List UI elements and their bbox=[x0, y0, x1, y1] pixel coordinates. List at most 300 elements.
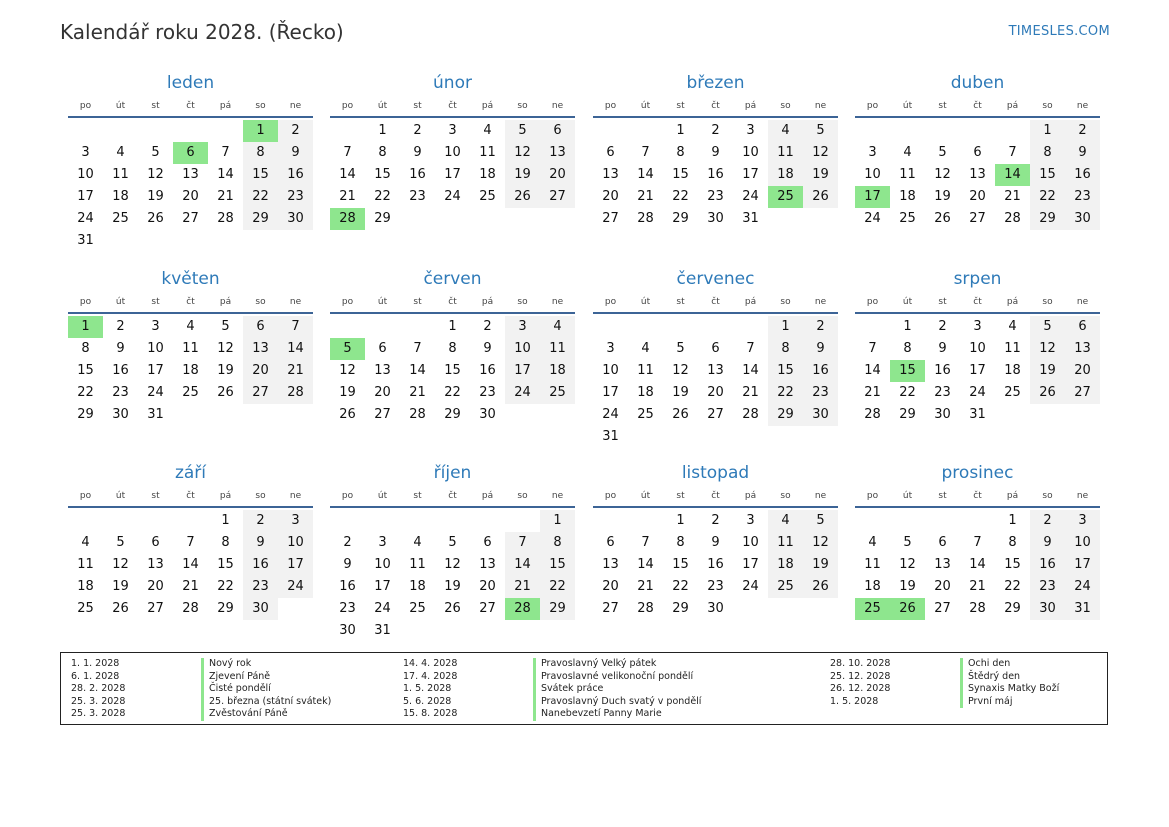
empty-cell bbox=[890, 120, 925, 142]
empty-cell bbox=[995, 120, 1030, 142]
weekday-label: čt bbox=[186, 491, 195, 501]
day-cell: 2 bbox=[711, 513, 720, 528]
holiday-day-cell: 28 bbox=[330, 208, 365, 230]
weekday-label: ne bbox=[289, 297, 302, 307]
legend-date: 1. 5. 2028 bbox=[403, 683, 452, 695]
day-cell: 11 bbox=[77, 557, 94, 572]
day-cell: 22 bbox=[444, 385, 461, 400]
day-cell: 23 bbox=[409, 189, 426, 204]
legend-holiday-name: Štědrý den bbox=[960, 671, 1020, 684]
legend-date: 28. 10. 2028 bbox=[830, 658, 891, 669]
day-cell: 22 bbox=[1030, 186, 1065, 208]
month-name: březen bbox=[686, 73, 745, 93]
day-cell: 23 bbox=[243, 576, 278, 598]
day-cell: 4 bbox=[116, 145, 125, 160]
day-cell: 15 bbox=[540, 554, 575, 576]
day-cell: 4 bbox=[540, 316, 575, 338]
weekday-label: pá bbox=[744, 101, 757, 111]
day-cell: 26 bbox=[1030, 382, 1065, 404]
weekday-header bbox=[68, 292, 313, 314]
day-cell: 5 bbox=[448, 535, 457, 550]
day-cell: 24 bbox=[742, 189, 759, 204]
legend-row bbox=[830, 658, 1059, 671]
legend-holiday-name: Svátek práce bbox=[533, 683, 603, 696]
day-cell: 4 bbox=[768, 120, 803, 142]
day-cell: 8 bbox=[903, 341, 912, 356]
day-cell: 25 bbox=[540, 382, 575, 404]
day-cell: 27 bbox=[182, 211, 199, 226]
weekday-label: so bbox=[517, 101, 528, 111]
day-cell: 16 bbox=[707, 557, 724, 572]
day-cell: 17 bbox=[147, 363, 164, 378]
month-květen bbox=[68, 266, 313, 426]
holiday-day-cell: 17 bbox=[855, 186, 890, 208]
day-cell: 10 bbox=[147, 341, 164, 356]
day-cell: 26 bbox=[934, 211, 951, 226]
day-cell: 30 bbox=[1030, 598, 1065, 620]
day-cell: 20 bbox=[602, 579, 619, 594]
weekday-header bbox=[593, 486, 838, 508]
day-cell: 19 bbox=[444, 579, 461, 594]
legend-date: 5. 6. 2028 bbox=[403, 695, 452, 707]
weekday-header bbox=[330, 292, 575, 314]
weekday-label: ne bbox=[551, 491, 564, 501]
weekday-label: ne bbox=[814, 101, 827, 111]
day-cell: 13 bbox=[1065, 338, 1100, 360]
empty-cell bbox=[628, 120, 663, 142]
day-cell: 14 bbox=[409, 363, 426, 378]
day-cell: 5 bbox=[116, 535, 125, 550]
day-cell: 4 bbox=[483, 123, 492, 138]
day-cell: 18 bbox=[864, 579, 881, 594]
day-cell: 7 bbox=[1008, 145, 1017, 160]
weekday-label: po bbox=[604, 491, 617, 501]
day-cell: 2 bbox=[343, 535, 352, 550]
empty-cell bbox=[960, 510, 995, 532]
weekday-label: út bbox=[115, 491, 126, 501]
month-name: červenec bbox=[676, 269, 755, 289]
day-cell: 23 bbox=[707, 579, 724, 594]
day-cell: 28 bbox=[278, 382, 313, 404]
weekday-label: po bbox=[604, 101, 617, 111]
holiday-day-cell: 25 bbox=[855, 598, 890, 620]
day-cell: 27 bbox=[707, 407, 724, 422]
day-cell: 7 bbox=[343, 145, 352, 160]
day-cell: 5 bbox=[505, 120, 540, 142]
day-cell: 8 bbox=[1008, 535, 1017, 550]
day-cell: 19 bbox=[147, 189, 164, 204]
day-cell: 14 bbox=[182, 557, 199, 572]
day-cell: 24 bbox=[278, 576, 313, 598]
day-cell: 30 bbox=[803, 404, 838, 426]
empty-cell bbox=[400, 510, 435, 532]
day-cell: 5 bbox=[903, 535, 912, 550]
holiday-day-cell: 26 bbox=[890, 598, 925, 620]
day-cell: 8 bbox=[676, 145, 685, 160]
day-cell: 16 bbox=[479, 363, 496, 378]
holiday-legend bbox=[60, 652, 1108, 725]
day-cell: 20 bbox=[374, 385, 391, 400]
day-cell: 24 bbox=[742, 579, 759, 594]
legend-holiday-name: Pravoslavný Velký pátek bbox=[533, 658, 656, 671]
day-cell: 6 bbox=[606, 145, 615, 160]
day-cell: 15 bbox=[1004, 557, 1021, 572]
weekday-label: út bbox=[902, 491, 913, 501]
legend-holiday-name: Synaxis Matky Boží bbox=[960, 683, 1059, 696]
day-cell: 11 bbox=[768, 142, 803, 164]
day-cell: 30 bbox=[707, 211, 724, 226]
day-cell: 30 bbox=[934, 407, 951, 422]
day-grid bbox=[68, 316, 313, 426]
day-cell: 29 bbox=[444, 407, 461, 422]
day-cell: 22 bbox=[540, 576, 575, 598]
day-cell: 24 bbox=[969, 385, 986, 400]
empty-cell bbox=[628, 316, 663, 338]
month-name: červen bbox=[423, 269, 482, 289]
day-cell: 8 bbox=[768, 338, 803, 360]
weekday-label: út bbox=[640, 297, 651, 307]
day-cell: 19 bbox=[934, 189, 951, 204]
empty-cell bbox=[365, 316, 400, 338]
weekday-label: so bbox=[1042, 297, 1053, 307]
weekday-label: čt bbox=[186, 297, 195, 307]
day-cell: 15 bbox=[243, 164, 278, 186]
day-cell: 12 bbox=[672, 363, 689, 378]
holiday-day-cell: 1 bbox=[243, 120, 278, 142]
day-cell: 21 bbox=[409, 385, 426, 400]
day-cell: 10 bbox=[969, 341, 986, 356]
weekday-label: pá bbox=[481, 101, 494, 111]
day-cell: 31 bbox=[602, 429, 619, 444]
day-cell: 20 bbox=[602, 189, 619, 204]
day-cell: 5 bbox=[676, 341, 685, 356]
day-cell: 4 bbox=[1008, 319, 1017, 334]
day-cell: 19 bbox=[899, 579, 916, 594]
day-cell: 14 bbox=[864, 363, 881, 378]
day-cell: 23 bbox=[707, 189, 724, 204]
weekday-label: so bbox=[780, 297, 791, 307]
day-cell: 10 bbox=[505, 338, 540, 360]
day-cell: 27 bbox=[934, 601, 951, 616]
day-cell: 16 bbox=[112, 363, 129, 378]
month-leden bbox=[68, 70, 313, 252]
day-cell: 6 bbox=[540, 120, 575, 142]
empty-cell bbox=[663, 316, 698, 338]
day-cell: 7 bbox=[413, 341, 422, 356]
day-cell: 19 bbox=[803, 164, 838, 186]
weekday-label: čt bbox=[448, 101, 457, 111]
legend-row bbox=[830, 683, 1059, 696]
weekday-label: čt bbox=[973, 297, 982, 307]
day-cell: 2 bbox=[483, 319, 492, 334]
empty-cell bbox=[925, 120, 960, 142]
weekday-header bbox=[855, 486, 1100, 508]
day-cell: 20 bbox=[243, 360, 278, 382]
day-cell: 9 bbox=[1030, 532, 1065, 554]
day-cell: 29 bbox=[243, 208, 278, 230]
empty-cell bbox=[855, 120, 890, 142]
weekday-label: pá bbox=[219, 491, 232, 501]
legend-row bbox=[403, 658, 701, 671]
day-cell: 1 bbox=[903, 319, 912, 334]
day-grid bbox=[855, 120, 1100, 230]
day-cell: 29 bbox=[217, 601, 234, 616]
weekday-label: po bbox=[866, 297, 879, 307]
day-cell: 27 bbox=[374, 407, 391, 422]
day-cell: 29 bbox=[1030, 208, 1065, 230]
day-cell: 13 bbox=[934, 557, 951, 572]
month-name: říjen bbox=[433, 463, 472, 483]
day-cell: 7 bbox=[505, 532, 540, 554]
day-cell: 4 bbox=[868, 535, 877, 550]
day-cell: 24 bbox=[505, 382, 540, 404]
day-cell: 6 bbox=[151, 535, 160, 550]
day-grid bbox=[330, 316, 575, 426]
day-cell: 16 bbox=[339, 579, 356, 594]
day-cell: 9 bbox=[803, 338, 838, 360]
month-name: duben bbox=[950, 73, 1005, 93]
day-cell: 6 bbox=[606, 535, 615, 550]
day-cell: 18 bbox=[1004, 363, 1021, 378]
day-cell: 2 bbox=[938, 319, 947, 334]
month-name: listopad bbox=[681, 463, 750, 483]
empty-cell bbox=[855, 316, 890, 338]
empty-cell bbox=[733, 316, 768, 338]
month-name: prosinec bbox=[941, 463, 1014, 483]
day-cell: 15 bbox=[444, 363, 461, 378]
day-cell: 30 bbox=[707, 601, 724, 616]
legend-row bbox=[71, 696, 331, 709]
day-cell: 1 bbox=[448, 319, 457, 334]
weekday-label: so bbox=[1042, 101, 1053, 111]
empty-cell bbox=[330, 510, 365, 532]
day-cell: 9 bbox=[938, 341, 947, 356]
day-cell: 16 bbox=[707, 167, 724, 182]
day-cell: 29 bbox=[672, 211, 689, 226]
month-srpen bbox=[855, 266, 1100, 426]
weekday-label: čt bbox=[448, 297, 457, 307]
weekday-label: st bbox=[676, 297, 685, 307]
weekday-label: ne bbox=[1076, 297, 1089, 307]
weekday-label: st bbox=[151, 101, 160, 111]
legend-date: 25. 3. 2028 bbox=[71, 708, 126, 720]
weekday-label: st bbox=[151, 491, 160, 501]
day-cell: 14 bbox=[339, 167, 356, 182]
month-únor bbox=[330, 70, 575, 230]
day-cell: 16 bbox=[409, 167, 426, 182]
day-cell: 15 bbox=[77, 363, 94, 378]
day-cell: 15 bbox=[217, 557, 234, 572]
day-cell: 13 bbox=[182, 167, 199, 182]
day-grid bbox=[68, 510, 313, 620]
weekday-label: čt bbox=[973, 101, 982, 111]
empty-cell bbox=[138, 120, 173, 142]
weekday-header bbox=[68, 486, 313, 508]
month-name: květen bbox=[161, 269, 220, 289]
day-cell: 3 bbox=[151, 319, 160, 334]
weekday-label: čt bbox=[711, 491, 720, 501]
day-cell: 28 bbox=[409, 407, 426, 422]
day-cell: 1 bbox=[1008, 513, 1017, 528]
day-cell: 17 bbox=[505, 360, 540, 382]
legend-holiday-name: Nový rok bbox=[201, 658, 251, 671]
empty-cell bbox=[505, 510, 540, 532]
legend-row bbox=[403, 708, 701, 721]
month-říjen bbox=[330, 460, 575, 642]
day-cell: 2 bbox=[116, 319, 125, 334]
weekday-label: ne bbox=[1076, 101, 1089, 111]
day-cell: 27 bbox=[602, 601, 619, 616]
day-cell: 30 bbox=[1065, 208, 1100, 230]
day-cell: 24 bbox=[1065, 576, 1100, 598]
day-cell: 16 bbox=[1030, 554, 1065, 576]
day-cell: 28 bbox=[864, 407, 881, 422]
day-cell: 9 bbox=[483, 341, 492, 356]
day-cell: 3 bbox=[746, 513, 755, 528]
weekday-label: út bbox=[115, 101, 126, 111]
weekday-label: st bbox=[938, 297, 947, 307]
day-cell: 9 bbox=[711, 145, 720, 160]
legend-date: 25. 12. 2028 bbox=[830, 670, 891, 682]
day-cell: 29 bbox=[374, 211, 391, 226]
day-cell: 31 bbox=[77, 233, 94, 248]
weekday-label: út bbox=[377, 101, 388, 111]
day-cell: 21 bbox=[1004, 189, 1021, 204]
empty-cell bbox=[435, 510, 470, 532]
day-cell: 27 bbox=[540, 186, 575, 208]
weekday-label: ne bbox=[814, 297, 827, 307]
day-cell: 14 bbox=[217, 167, 234, 182]
day-cell: 21 bbox=[182, 579, 199, 594]
day-grid bbox=[855, 510, 1100, 620]
day-cell: 22 bbox=[672, 189, 689, 204]
day-cell: 13 bbox=[707, 363, 724, 378]
day-cell: 29 bbox=[768, 404, 803, 426]
day-cell: 13 bbox=[374, 363, 391, 378]
day-cell: 22 bbox=[243, 186, 278, 208]
day-cell: 17 bbox=[602, 385, 619, 400]
day-cell: 7 bbox=[641, 535, 650, 550]
day-cell: 6 bbox=[483, 535, 492, 550]
day-cell: 6 bbox=[938, 535, 947, 550]
day-cell: 28 bbox=[217, 211, 234, 226]
day-cell: 13 bbox=[969, 167, 986, 182]
day-cell: 7 bbox=[186, 535, 195, 550]
day-cell: 26 bbox=[672, 407, 689, 422]
day-cell: 20 bbox=[1065, 360, 1100, 382]
day-cell: 6 bbox=[1065, 316, 1100, 338]
day-cell: 18 bbox=[540, 360, 575, 382]
day-cell: 12 bbox=[505, 142, 540, 164]
day-cell: 3 bbox=[278, 510, 313, 532]
day-cell: 29 bbox=[672, 601, 689, 616]
day-cell: 23 bbox=[1030, 576, 1065, 598]
day-cell: 2 bbox=[1030, 510, 1065, 532]
day-cell: 7 bbox=[278, 316, 313, 338]
legend-row bbox=[830, 671, 1059, 684]
weekday-label: pá bbox=[1006, 101, 1019, 111]
weekday-label: so bbox=[517, 491, 528, 501]
day-cell: 3 bbox=[505, 316, 540, 338]
legend-date: 1. 5. 2028 bbox=[830, 695, 879, 707]
day-cell: 7 bbox=[221, 145, 230, 160]
legend-date: 1. 1. 2028 bbox=[71, 658, 120, 669]
day-cell: 24 bbox=[602, 407, 619, 422]
day-cell: 14 bbox=[637, 167, 654, 182]
brand-link[interactable]: TIMESLES.COM bbox=[1008, 24, 1110, 39]
day-cell: 10 bbox=[374, 557, 391, 572]
day-cell: 23 bbox=[112, 385, 129, 400]
day-cell: 28 bbox=[637, 211, 654, 226]
day-cell: 13 bbox=[243, 338, 278, 360]
month-březen bbox=[593, 70, 838, 230]
day-cell: 11 bbox=[899, 167, 916, 182]
day-cell: 17 bbox=[1065, 554, 1100, 576]
legend-date: 6. 1. 2028 bbox=[71, 670, 120, 682]
day-cell: 10 bbox=[77, 167, 94, 182]
weekday-label: ne bbox=[814, 491, 827, 501]
day-cell: 11 bbox=[1004, 341, 1021, 356]
weekday-label: po bbox=[341, 101, 354, 111]
weekday-label: po bbox=[79, 101, 92, 111]
legend-date: 25. 3. 2028 bbox=[71, 695, 126, 707]
day-cell: 12 bbox=[899, 557, 916, 572]
weekday-label: pá bbox=[219, 297, 232, 307]
day-cell: 24 bbox=[374, 601, 391, 616]
weekday-label: pá bbox=[481, 491, 494, 501]
month-listopad bbox=[593, 460, 838, 620]
day-cell: 15 bbox=[672, 557, 689, 572]
day-cell: 10 bbox=[1065, 532, 1100, 554]
weekday-label: čt bbox=[973, 491, 982, 501]
day-cell: 18 bbox=[182, 363, 199, 378]
day-cell: 29 bbox=[1004, 601, 1021, 616]
month-name: leden bbox=[166, 73, 215, 93]
month-červen bbox=[330, 266, 575, 426]
day-cell: 3 bbox=[81, 145, 90, 160]
day-cell: 17 bbox=[278, 554, 313, 576]
day-cell: 12 bbox=[339, 363, 356, 378]
day-cell: 1 bbox=[540, 510, 575, 532]
empty-cell bbox=[330, 120, 365, 142]
day-cell: 30 bbox=[243, 598, 278, 620]
day-cell: 2 bbox=[278, 120, 313, 142]
day-cell: 25 bbox=[112, 211, 129, 226]
day-cell: 26 bbox=[112, 601, 129, 616]
day-cell: 25 bbox=[182, 385, 199, 400]
day-cell: 11 bbox=[479, 145, 496, 160]
day-cell: 25 bbox=[1004, 385, 1021, 400]
weekday-header bbox=[330, 96, 575, 118]
day-cell: 21 bbox=[278, 360, 313, 382]
weekday-label: čt bbox=[711, 297, 720, 307]
day-cell: 24 bbox=[77, 211, 94, 226]
empty-cell bbox=[400, 316, 435, 338]
day-cell: 13 bbox=[540, 142, 575, 164]
weekday-label: pá bbox=[744, 491, 757, 501]
month-červenec bbox=[593, 266, 838, 448]
day-cell: 18 bbox=[479, 167, 496, 182]
day-cell: 8 bbox=[448, 341, 457, 356]
day-cell: 28 bbox=[637, 601, 654, 616]
day-cell: 6 bbox=[973, 145, 982, 160]
day-cell: 16 bbox=[1065, 164, 1100, 186]
weekday-label: pá bbox=[219, 101, 232, 111]
day-cell: 3 bbox=[378, 535, 387, 550]
empty-cell bbox=[103, 120, 138, 142]
day-cell: 11 bbox=[864, 557, 881, 572]
day-cell: 22 bbox=[217, 579, 234, 594]
